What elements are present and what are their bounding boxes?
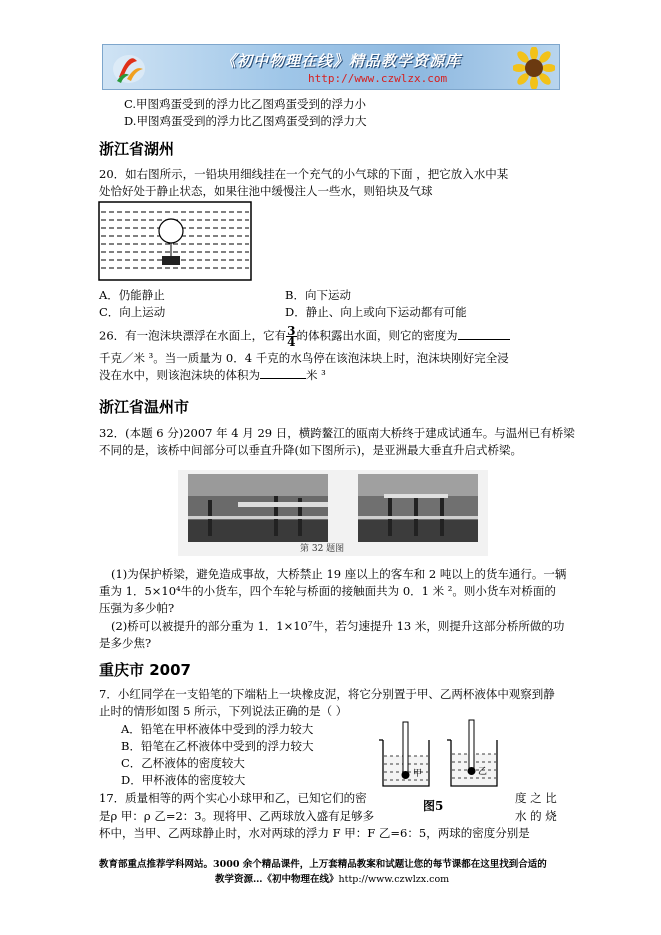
answer-blank-density[interactable] bbox=[458, 339, 510, 340]
q7-option-d: D．甲杯液体的密度较大 bbox=[121, 773, 246, 787]
q26-line1-pre: 26．有一泡沫块漂浮在水面上，它有 bbox=[99, 328, 287, 343]
beaker-label-yi: 乙 bbox=[478, 767, 488, 777]
option-c-prev: C.甲图鸡蛋受到的浮力比乙图鸡蛋受到的浮力小 bbox=[124, 97, 367, 111]
q20-option-d: D．静止、向上或向下运动都有可能 bbox=[285, 305, 467, 319]
q7-line1: 7．小红同学在一支铅笔的下端粘上一块橡皮泥，将它分别置于甲、乙两杯液体中观察到静 bbox=[99, 687, 555, 701]
q7-option-c: C．乙杯液体的密度较大 bbox=[121, 756, 245, 770]
figure-caption-q32: 第 32 题图 bbox=[300, 544, 345, 554]
q17-line2-left: 是ρ 甲：ρ 乙=2：3。现将甲、乙两球放入盛有足够多 bbox=[99, 809, 375, 823]
q17-line1-right: 度 之 比 bbox=[515, 791, 557, 805]
q26-line2: 千克／米 ³。当一质量为 0．4 千克的水鸟停在该泡沫块上时，泡沫块刚好完全浸 bbox=[99, 351, 509, 365]
sunflower-icon bbox=[513, 47, 555, 89]
banner-url[interactable]: http://www.czwlzx.com bbox=[308, 72, 448, 85]
balloon-tank-diagram bbox=[97, 200, 255, 282]
q7-line2: 止时的情形如图 5 所示，下列说法正确的是（ ） bbox=[99, 704, 348, 718]
q17-line1-left: 17．质量相等的两个实心小球甲和乙，已知它们的密 bbox=[99, 791, 367, 805]
q32-line2: 不同的是，该桥中间部分可以垂直升降(如下图所示)，是亚洲最大垂直升启式桥梁。 bbox=[99, 443, 522, 457]
q26-line3-pre: 没在水中，则该泡沫块的体积为 bbox=[99, 368, 260, 382]
q20-line1: 20．如右图所示，一铅块用细线挂在一个充气的小气球的下面 ，把它放入水中某 bbox=[99, 167, 509, 181]
q17-line3: 杯中，当甲、乙两球静止时，水对两球的浮力 F 甲：F 乙=6：5，两球的密度分别是 bbox=[99, 826, 530, 840]
q26-line1 bbox=[99, 326, 510, 347]
q32-part1-line2: 重为 1．5×10⁴牛的小货车，四个车轮与桥面的接触面共为 0．1 米 ²。则小货车对桥面的 bbox=[99, 584, 556, 598]
frac-numerator: 3 bbox=[287, 324, 296, 338]
q32-part2-line1: (2)桥可以被提升的部分重为 1．1×10⁷牛，若匀速提升 13 米，则提升这部分桥所做的功 bbox=[111, 619, 565, 633]
beakers-figure bbox=[375, 718, 505, 790]
q26-line1-post: 的体积露出水面，则它的密度为 bbox=[296, 328, 458, 343]
section-heading-chongqing: 重庆市 2007 bbox=[99, 661, 191, 679]
footer-line1: 教育部重点推荐学科网站。3000 余个精品课件，上万套精品教案和试题让您的每节课都在这里找到合适的 bbox=[99, 859, 547, 870]
footer-url-link[interactable]: http://www.czwlzx.com bbox=[338, 874, 450, 885]
figure-label-5: 图5 bbox=[423, 799, 444, 813]
q32-part1-line1: (1)为保护桥梁，避免造成事故，大桥禁止 19 座以上的客车和 2 吨以上的货车通行。一辆 bbox=[111, 567, 567, 581]
q20-option-a: A．仍能静止 bbox=[99, 288, 165, 302]
q32-part1-line3: 压强为多少帕? bbox=[99, 601, 175, 615]
q7-option-a: A．铅笔在甲杯液体中受到的浮力较大 bbox=[121, 722, 314, 736]
footer-line2-text: 教学资源…《初中物理在线》 bbox=[215, 874, 339, 885]
q26-line3 bbox=[99, 367, 326, 383]
answer-blank-volume[interactable] bbox=[260, 378, 306, 379]
logo-icon bbox=[109, 47, 149, 87]
frac-denominator: 4 bbox=[287, 335, 296, 349]
q26-line3-post: 米 ³ bbox=[306, 368, 326, 382]
section-heading-wenzhou: 浙江省温州市 bbox=[99, 398, 190, 416]
beaker-label-jia: 甲 bbox=[413, 769, 423, 779]
header-banner bbox=[102, 44, 560, 90]
q17-line2-right: 水 的 烧 bbox=[515, 809, 557, 823]
q20-line2: 处恰好处于静止状态，如果往池中缓慢注人一些水，则铅块及气球 bbox=[99, 184, 433, 198]
banner-title: 《初中物理在线》精品教学资源库 bbox=[221, 52, 462, 70]
footer-line2 bbox=[215, 871, 449, 885]
option-d-prev: D.甲图鸡蛋受到的浮力比乙图鸡蛋受到的浮力大 bbox=[124, 114, 367, 128]
q32-line1: 32．(本题 6 分)2007 年 4 月 29 日，横跨鳌江的瓯南大桥终于建成试通车。与温州已有桥梁 bbox=[99, 426, 575, 440]
section-heading-huzhou: 浙江省湖州 bbox=[99, 140, 175, 158]
q20-option-b: B．向下运动 bbox=[285, 288, 351, 302]
fraction-three-quarters bbox=[286, 326, 296, 347]
q20-option-c: C．向上运动 bbox=[99, 305, 166, 319]
q32-part2-line2: 是多少焦? bbox=[99, 636, 152, 650]
q7-option-b: B．铅笔在乙杯液体中受到的浮力较大 bbox=[121, 739, 314, 753]
